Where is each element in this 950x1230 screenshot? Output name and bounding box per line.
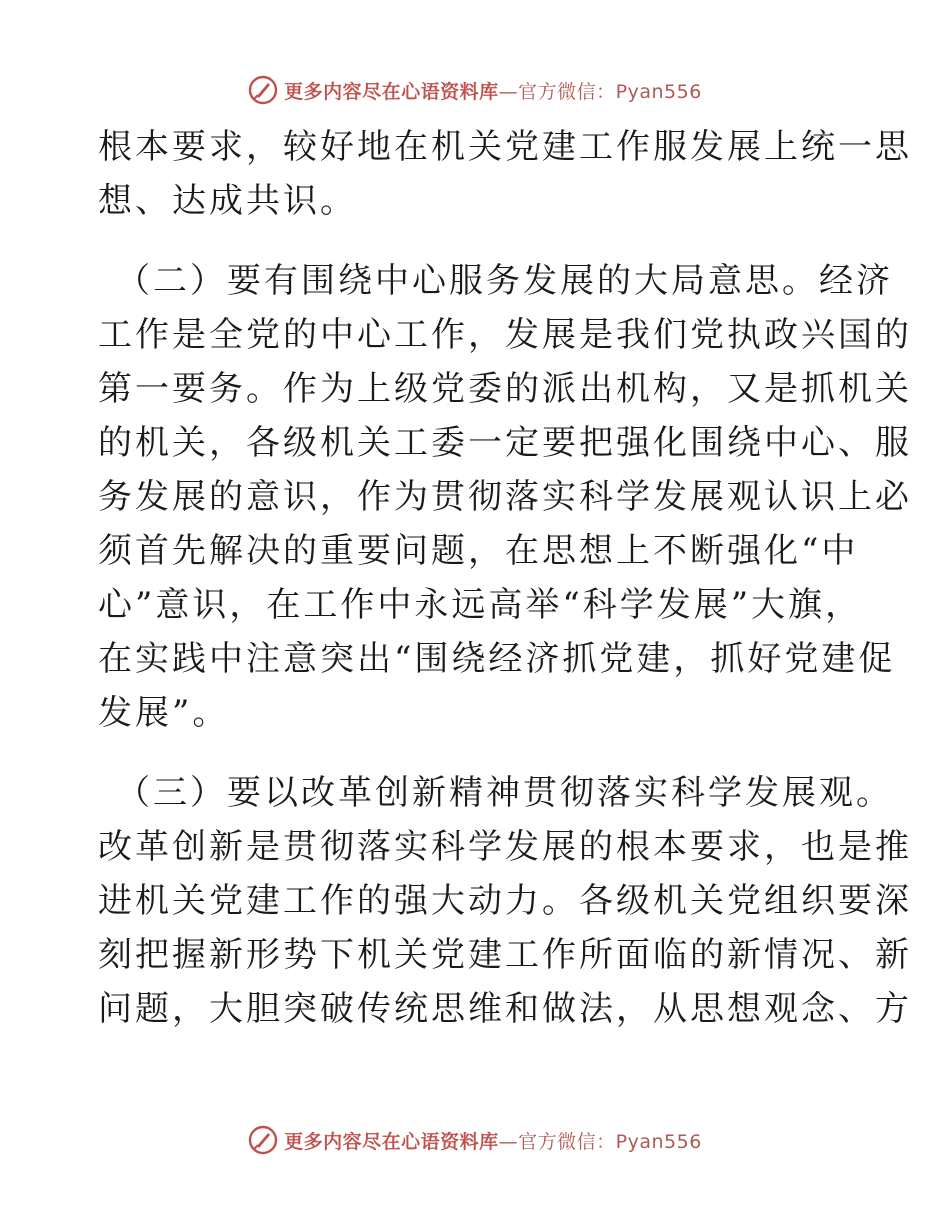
paragraph (98, 120, 912, 228)
watermark-text: 更多内容尽在心语资料库—官方微信：Pyan556 (284, 80, 702, 103)
text-line: 想、达成共识。 (98, 181, 357, 221)
section-heading-line: （二）要有围绕中心服务发展的大局意思。经济 (116, 261, 893, 301)
text-line: 根本要求，较好地在机关党建工作服发展上统一思 (98, 127, 912, 167)
watermark-text: 更多内容尽在心语资料库—官方微信：Pyan556 (284, 1130, 702, 1153)
text-line: 刻把握新形势下机关党建工作所面临的新情况、新 (98, 935, 912, 975)
footer-watermark (0, 1120, 950, 1160)
text-line: 的机关，各级机关工委一定要把强化围绕中心、服 (98, 423, 912, 463)
quill-logo-icon (248, 1125, 278, 1155)
text-line: 在实践中注意突出“围绕经济抓党建，抓好党建促 (98, 639, 896, 679)
text-line: 问题，大胆突破传统思维和做法，从思想观念、方 (98, 989, 912, 1029)
paragraph (98, 254, 912, 740)
paragraph (98, 766, 912, 1036)
text-line: 须首先解决的重要问题，在思想上不断强化“中 (98, 531, 859, 571)
text-line: 务发展的意识，作为贯彻落实科学发展观认识上必 (98, 477, 912, 517)
header-watermark (0, 70, 950, 110)
quill-logo-icon (248, 75, 278, 105)
document-body (98, 120, 912, 1036)
text-line: 改革创新是贯彻落实科学发展的根本要求，也是推 (98, 827, 912, 867)
text-line: 进机关党建工作的强大动力。各级机关党组织要深 (98, 881, 912, 921)
text-line: 工作是全党的中心工作，发展是我们党执政兴国的 (98, 315, 912, 355)
section-heading-line: （三）要以改革创新精神贯彻落实科学发展观。 (116, 773, 893, 813)
text-line: 第一要务。作为上级党委的派出机构，又是抓机关 (98, 369, 912, 409)
text-line: 心”意识，在工作中永远高举“科学发展”大旗， (98, 585, 863, 625)
text-line: 发展”。 (98, 693, 230, 733)
